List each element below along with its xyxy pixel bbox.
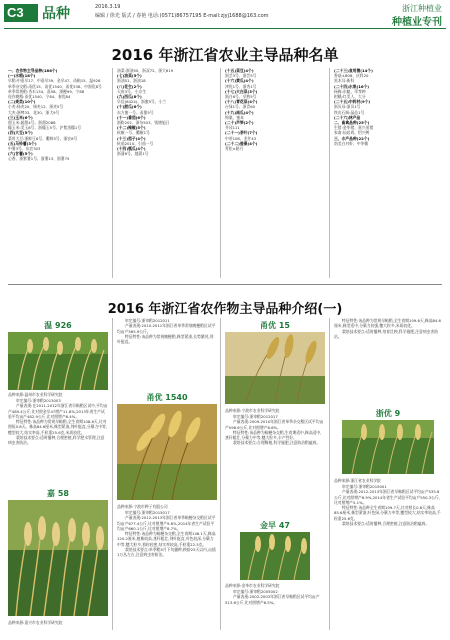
list-line: 天府3号、小京生 [117,88,146,94]
article-paragraph: 特征特性:该品种为常规晚粳稻,株型紧凑,长势繁茂,剑叶挺直。 [117,333,214,345]
article-paragraph: 产量表现:2010-2011年浙江省单季常规晚粳稻区试平均亩产565.9公斤。 [117,323,216,334]
variety-source-3: 品种来源:嘉兴市农业科学研究院 [8,620,63,625]
article-paragraph: 产量表现:2002-2003年浙江省早籼稻区试平均亩产513.6公斤,比对照增产6.5%。 [225,594,320,605]
editor-info: 编辑 / 徐光 版式 / 春艳 电话:(0571)86757195 E-mail:zjyj1688@163.com [95,13,269,19]
list-line: (二十四)水果(16个) [334,83,370,89]
list-line: 杨梅:东魁、荸荠种 [334,88,366,94]
article-paragraph: 栽培技术要点:适时播种,合理密植,注意防治稻瘟病。 [342,521,430,527]
list-line: 二、畜禽品种(25个) [334,120,370,126]
list-line: (五)马铃薯(3个) [8,140,37,146]
list-line: 早佳(8424)、浙蜜5号、小兰 [117,99,167,105]
list-line: 单季杂交稻:甬优15、甬优1540、甬优538、中浙优8号 [8,83,102,89]
list-line: 南美白对虾、中华鳖 [334,140,369,146]
list-column-2 [117,68,217,278]
article-paragraph: 审定编号:浙审稻2015001 [342,484,387,489]
column-divider [220,68,221,278]
article-paragraph: 栽培技术要点:适时播种,培育壮秧,科学施肥,注意病虫害防治。 [334,328,439,339]
article-paragraph: 特征特性:该品种为常规早籼稻,全生育期109.6天,株高84.6厘米,株型适中,分蘖力较强,穗大粒多,米质较优。 [334,318,441,329]
variety-source-5: 品种来源:浙江省农业科学院 [334,478,381,483]
list-column-1 [8,68,108,278]
list-line: (二十五)中药材(9个) [334,99,371,105]
section-code: C3 [4,4,38,22]
list-line: (十四)瓠瓜(4个) [117,146,146,152]
article-paragraph: 产量表现:2009-2010年浙江省单季杂交稻区试平均亩产598.6公斤,比对照增产8.6%。 [225,419,324,430]
list-line: 生猪:金华猪、嘉兴黑猪 [334,125,374,131]
variety-article-3 [117,318,217,386]
list-line: (十二)辣椒(5个) [117,125,146,131]
article-paragraph: 特征特性:该品种全生育期109.7天,比对照长0.8天,株高85.6厘米,株型紧凑,叶色绿,分蘖力中等,穗型较大,结实率较高,千粒重25.6克。 [334,505,441,521]
rice-photo-4 [240,532,310,580]
list-line: (八)花生(2个) [117,83,142,89]
variety-name-5: 浙优 9 [375,409,401,418]
article-paragraph: 栽培技术要点:合理稀植,科学施肥,注意防治稻瘟病。 [233,440,321,446]
rice-photo-0 [8,332,108,390]
variety-name-0: 温 926 [44,321,72,330]
article-paragraph: 栽培技术要点:单季稻5月下旬播种,秧龄25天以内,亩插1万丛左右,注意病虫害防治。 [117,547,216,558]
list-line: 浙粉202、浙杂503、钱塘旭日 [117,120,170,126]
list-line: 铁皮石斛:晶品1号 [334,109,365,115]
rice-photo-2 [225,332,325,404]
header-rule [4,28,446,29]
article-paragraph: 产量表现:2012-2013年浙江省单季籼粳杂交稻区试平均亩产677.4公斤,比对照增产9.8%,2014年省生产试验平均亩产660.1公斤,比对照增产8.7%。 [117,515,216,531]
article-paragraph: 特征特性:该品种为籼粳杂交稻,全生育期146.1天,株高120.2厘米,植株较高,茎秆粗壮,剑叶挺直,叶色较深,分蘖力中等,穗大粒多,着粒较密,结实率较高,千粒重22.5克。 [117,531,216,547]
list-line: 浙芸3号、浙芸5号 [225,73,257,79]
list-line: 台绿1号、浙青60 [225,104,256,110]
section-rule [8,284,442,285]
column-divider [220,318,221,630]
list-line: (四)大豆(5个) [8,130,33,136]
list-line: (三)玉米(6个) [8,114,33,120]
list-line: 菜用大豆:浙鲜豆8号、衢鲜5号、浙农8号 [8,135,78,141]
list-line: 杭茄2010、引茄一号 [117,140,154,146]
list-line: (六)甘薯(5个) [8,151,33,157]
list-line: 锦栗、蜜本 [225,114,244,120]
list-line: (二十一)茶叶(7个) [225,130,258,136]
variety-source-2: 品种来源:宁波市农业科学研究院 [225,408,280,413]
list-line: 黑木耳:新科 [334,78,355,84]
list-line: 连作晚稻:甬优1540、宁84、春优84 [8,94,71,100]
article-paragraph: 审定编号:浙审稻2012011 [125,318,170,323]
section-name: 品种 [42,6,70,22]
list-line: 浙白6号、早熟5号 [225,94,257,100]
main-title: 2016 年浙江省农业主导品种名单 [111,46,339,64]
rice-photo-5 [342,420,434,474]
page-header [0,0,450,30]
article-paragraph: 产量表现:2012-2013年浙江省早籼稻区试平均亩产535.8公斤,比对照增产6.9%,2014年省生产试验平均亩产550.3公斤,比对照增产5.1%。 [334,489,440,505]
variety-name-1: 甬优 1540 [146,393,188,402]
section-title: 2016 年浙江省农作物主导品种介绍(一) [107,302,343,317]
list-line: 中薯3号、东农303 [8,146,41,152]
list-line: 柑橘:红美人、大分 [334,94,366,100]
list-line: 糯玉米:美玉8号、浙糯玉5号、沪紫黑糯1号 [8,125,82,131]
variety-name-2: 甬优 15 [260,321,290,330]
list-line: (二十二)蚕桑(4个) [225,140,258,146]
list-line: 东方蜜一号、甬甜5号 [117,109,154,115]
brand-bottom: 种植业专刊 [392,17,442,28]
list-line: 大麦:浙啤33、花30、浙大9号 [8,109,60,115]
article-paragraph: 审定编号:浙审稻2013003 [16,398,61,403]
rice-photo-3 [8,500,108,616]
list-column-4 [334,68,444,278]
article-paragraph: 审定编号:浙审稻2012017 [233,414,278,419]
variety-article-5 [334,484,442,630]
article-paragraph: 栽培技术要点:适时播种,合理密植,科学肥水管理,注意病虫害防治。 [8,435,105,446]
list-line: 中茶108、龙井43 [225,135,257,141]
list-line: (十八)青花菜(4个) [225,99,258,105]
list-line: 甜玉米:超甜4号、浙甜2088 [8,120,56,126]
article-paragraph: 审定编号:浙审稻2005002 [233,589,278,594]
variety-article-1 [117,510,217,630]
article-paragraph: 特征特性:该品种为常规早籼稻,全生育期108.8天,比对照短0.8天。株高84.6厘米,株型紧凑,剑叶挺直,分蘖力中等,穗型较大,结实率高,千粒重25.6克,米质较优。 [8,419,108,435]
variety-article-4-cont [334,318,442,414]
list-line: (二十六)林产品 [334,114,361,120]
list-line: 心香、浙紫薯1号、浙薯13、浙薯75 [8,156,70,162]
list-line: (十六)黄瓜(4个) [225,78,254,84]
list-line: 浙贝母:浙贝1号 [334,104,361,110]
variety-source-4: 品种来源:金华市农业科学研究院 [225,583,280,588]
list-line: 早稻:中嘉早17、中嘉早39、金早47、甬籼15、温926 [8,78,101,84]
variety-name-4: 金早 47 [260,521,290,530]
list-line: 小麦:扬麦20、扬麦12、浙麦5号 [8,104,64,110]
list-line: (十一)番茄(6个) [117,114,146,120]
variety-source-0: 品种来源:温州市农业科学研究院 [8,392,63,397]
list-line: (二)麦类(10个) [8,99,36,105]
brand-top: 浙江种植业 [402,4,442,13]
article-paragraph: 产量表现:在2011-2012年浙江省早籼稻区试中,平均亩产489.4公斤,比对照金早47增产11.8%,2013年省生产试验平均亩产482.9公斤,比对照增产6.4%。 [8,403,108,419]
list-line: (十三)茄子(4个) [117,135,146,141]
list-line: 单季常规稻:秀水134、嘉58、浙粳99、宁88 [8,88,85,94]
variety-article-4 [225,589,325,631]
column-divider [329,318,330,630]
list-line: (七)油菜(5个) [117,73,142,79]
column-divider [112,318,113,630]
rice-photo-1 [117,404,217,500]
list-line: (十)甜瓜(6个) [117,104,142,110]
list-line: 一、农作物主导品种(186个) [8,68,58,73]
column-divider [112,68,113,278]
list-column-3 [225,68,325,278]
column-divider [329,68,330,278]
list-line: (十五)菜豆(4个) [225,68,254,73]
article-paragraph: 审定编号:浙审稻2015017 [125,510,170,515]
list-line: 家禽:仙居鸡、绍兴鸭 [334,130,370,136]
list-line: 杭椒一号、衢椒1号 [117,130,150,136]
list-line: 井冈111 [225,125,240,131]
list-line: (二十)芦笋(2个) [225,120,254,126]
list-line: 三、水产品种(22个) [334,135,370,141]
variety-source-1: 品种来源:宁波市种子有限公司 [117,504,168,509]
variety-article-2 [225,414,325,512]
variety-article-0 [8,398,108,478]
variety-name-3: 嘉 58 [47,489,69,498]
list-line: 菁松×皓月 [225,146,244,152]
list-line: (二十三)食用菌(14个) [334,68,373,73]
list-line: 津优1号、浙秀1号 [225,83,257,89]
list-line: (十九)南瓜(4个) [225,109,254,115]
list-line: 浙蒲6号、越蒲1号 [117,151,149,157]
list-line: 油菜:浙油50、浙双72、浙大619 [117,68,174,73]
list-line: (一)水稻(18个) [8,73,36,79]
list-line: 浙油51、浙油18 [117,78,146,84]
list-line: (十七)大白菜(3个) [225,88,258,94]
list-line: (九)西瓜(8个) [117,94,142,100]
article-paragraph: 特征特性:该品种为籼粳杂交稻,生育期适中,株高适中,茎秆粗壮,分蘖力中等,穗大粒多,丰产性好。 [225,429,322,441]
issue-date: 2016.3.19 [95,4,121,10]
list-line: 香菇:L808、庆科20 [334,73,369,79]
